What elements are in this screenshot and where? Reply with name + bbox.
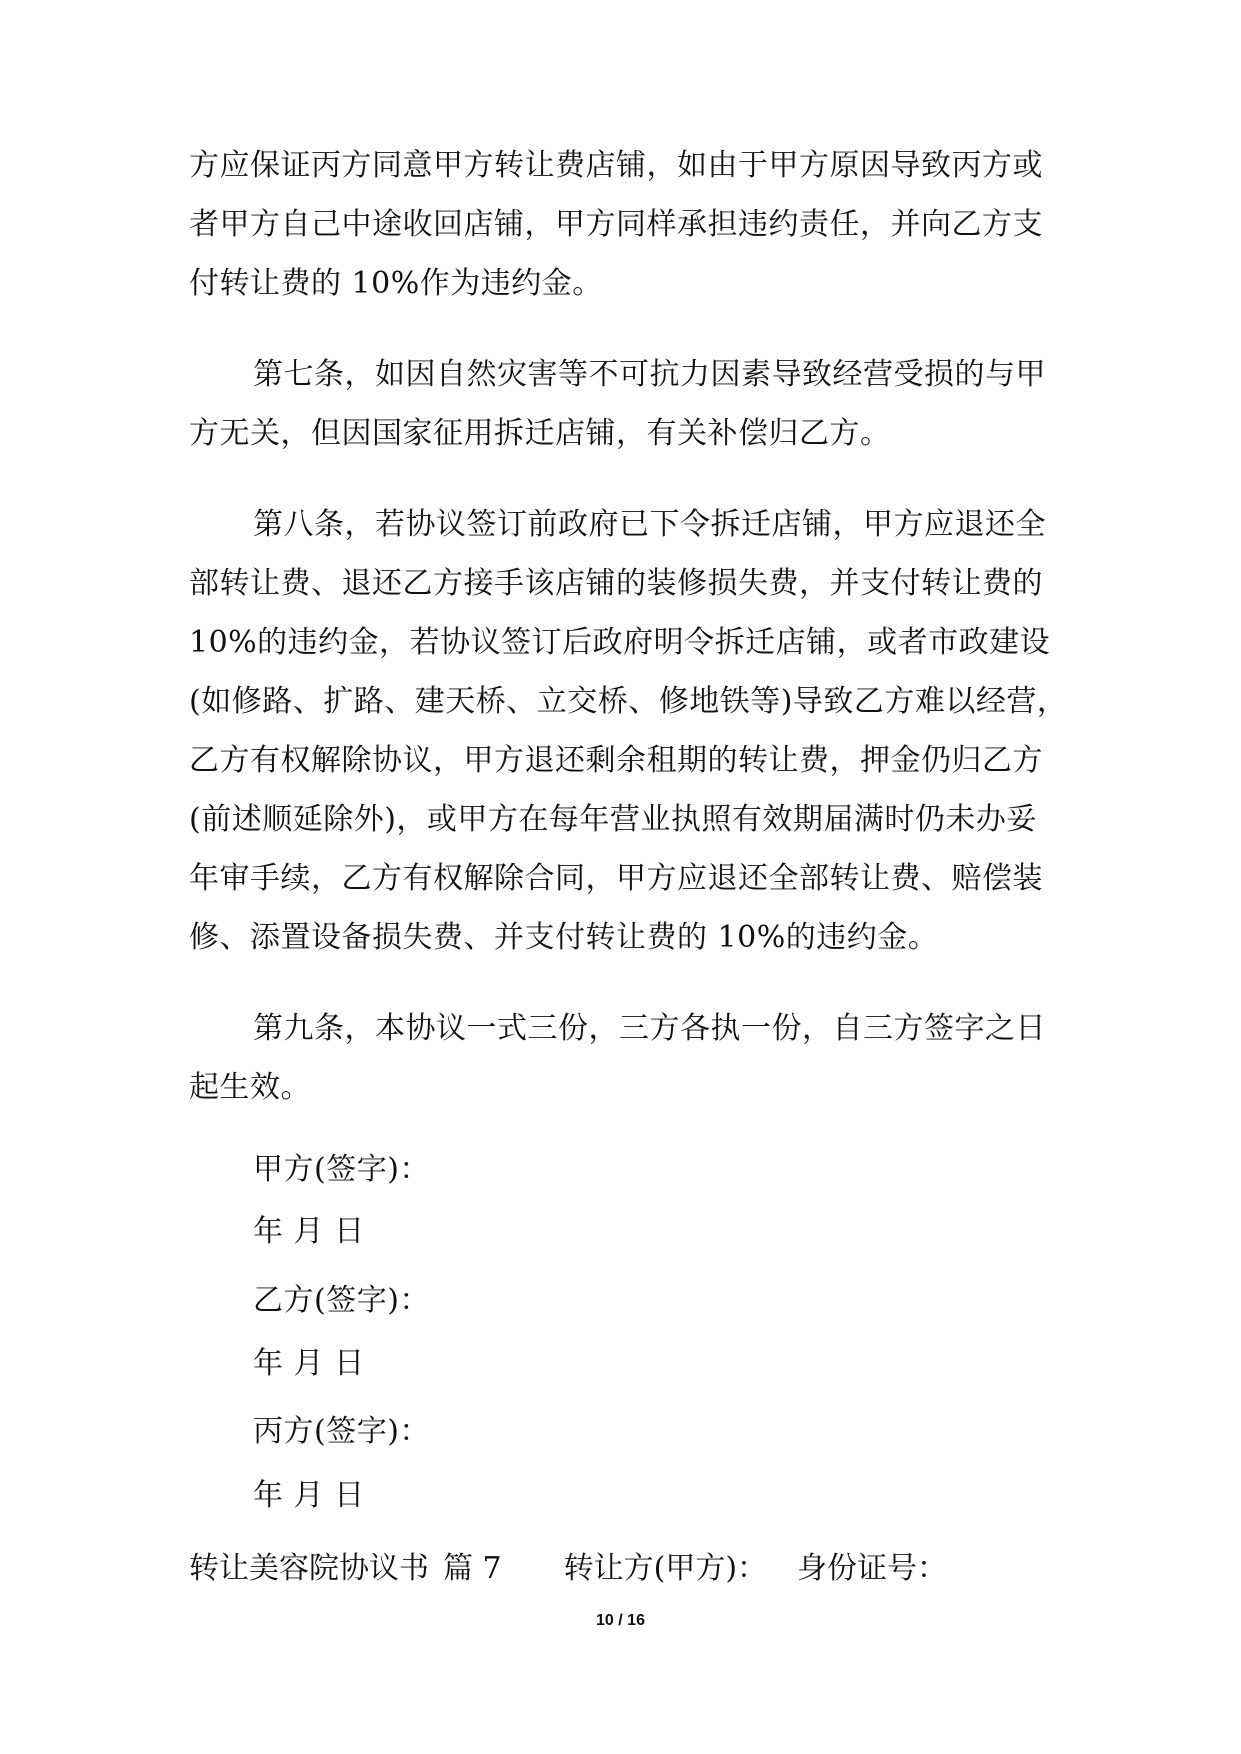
text-line: 第八条，若协议签订前政府已下令拆迁店铺，甲方应退还全 bbox=[253, 507, 1046, 542]
signature-party-a: 甲方(签字)： bbox=[253, 1152, 430, 1187]
signature-party-c: 丙方(签字)： bbox=[253, 1414, 430, 1449]
page-number: 10 / 16 bbox=[596, 1612, 645, 1629]
text-line: 付转让费的 10%作为违约金。 bbox=[189, 266, 603, 301]
text-line: 方无关，但因国家征用拆迁店铺，有关补偿归乙方。 bbox=[189, 416, 891, 451]
agreement-title: 转让美容院协议书 bbox=[189, 1551, 429, 1586]
text-line: 者甲方自己中途收回店铺，甲方同样承担违约责任，并向乙方支 bbox=[189, 207, 1043, 242]
transferor-label: 转让方(甲方)： bbox=[563, 1551, 768, 1586]
agreement-section: 篇 7 bbox=[443, 1551, 502, 1586]
signature-date-c: 年 月 日 bbox=[253, 1478, 365, 1513]
id-number-label: 身份证号： bbox=[797, 1551, 948, 1586]
text-line: 修、添置设备损失费、并支付转让费的 10%的违约金。 bbox=[189, 920, 939, 955]
text-line: 第九条，本协议一式三份，三方各执一份，自三方签字之日 bbox=[253, 1011, 1046, 1046]
text-line: (前述顺延除外)，或甲方在每年营业执照有效期届满时仍未办妥 bbox=[189, 802, 1037, 837]
text-line: 方应保证丙方同意甲方转让费店铺，如由于甲方原因导致丙方或 bbox=[189, 148, 1043, 183]
next-agreement-heading bbox=[189, 1549, 947, 1589]
text-line: (如修路、扩路、建天桥、立交桥、修地铁等)导致乙方难以经营， bbox=[189, 684, 1068, 719]
text-line: 第七条，如因自然灾害等不可抗力因素导致经营受损的与甲 bbox=[253, 357, 1046, 392]
text-line: 10%的违约金，若协议签订后政府明令拆迁店铺，或者市政建设 bbox=[189, 625, 1051, 660]
text-line: 乙方有权解除协议，甲方退还剩余租期的转让费，押金仍归乙方 bbox=[189, 743, 1043, 778]
text-line: 部转让费、退还乙方接手该店铺的装修损失费，并支付转让费的 bbox=[189, 566, 1043, 601]
signature-date-b: 年 月 日 bbox=[253, 1346, 365, 1381]
signature-date-a: 年 月 日 bbox=[253, 1214, 365, 1249]
text-line: 年审手续，乙方有权解除合同，甲方应退还全部转让费、赔偿装 bbox=[189, 861, 1043, 896]
text-line: 起生效。 bbox=[189, 1070, 311, 1105]
signature-party-b: 乙方(签字)： bbox=[253, 1283, 430, 1318]
